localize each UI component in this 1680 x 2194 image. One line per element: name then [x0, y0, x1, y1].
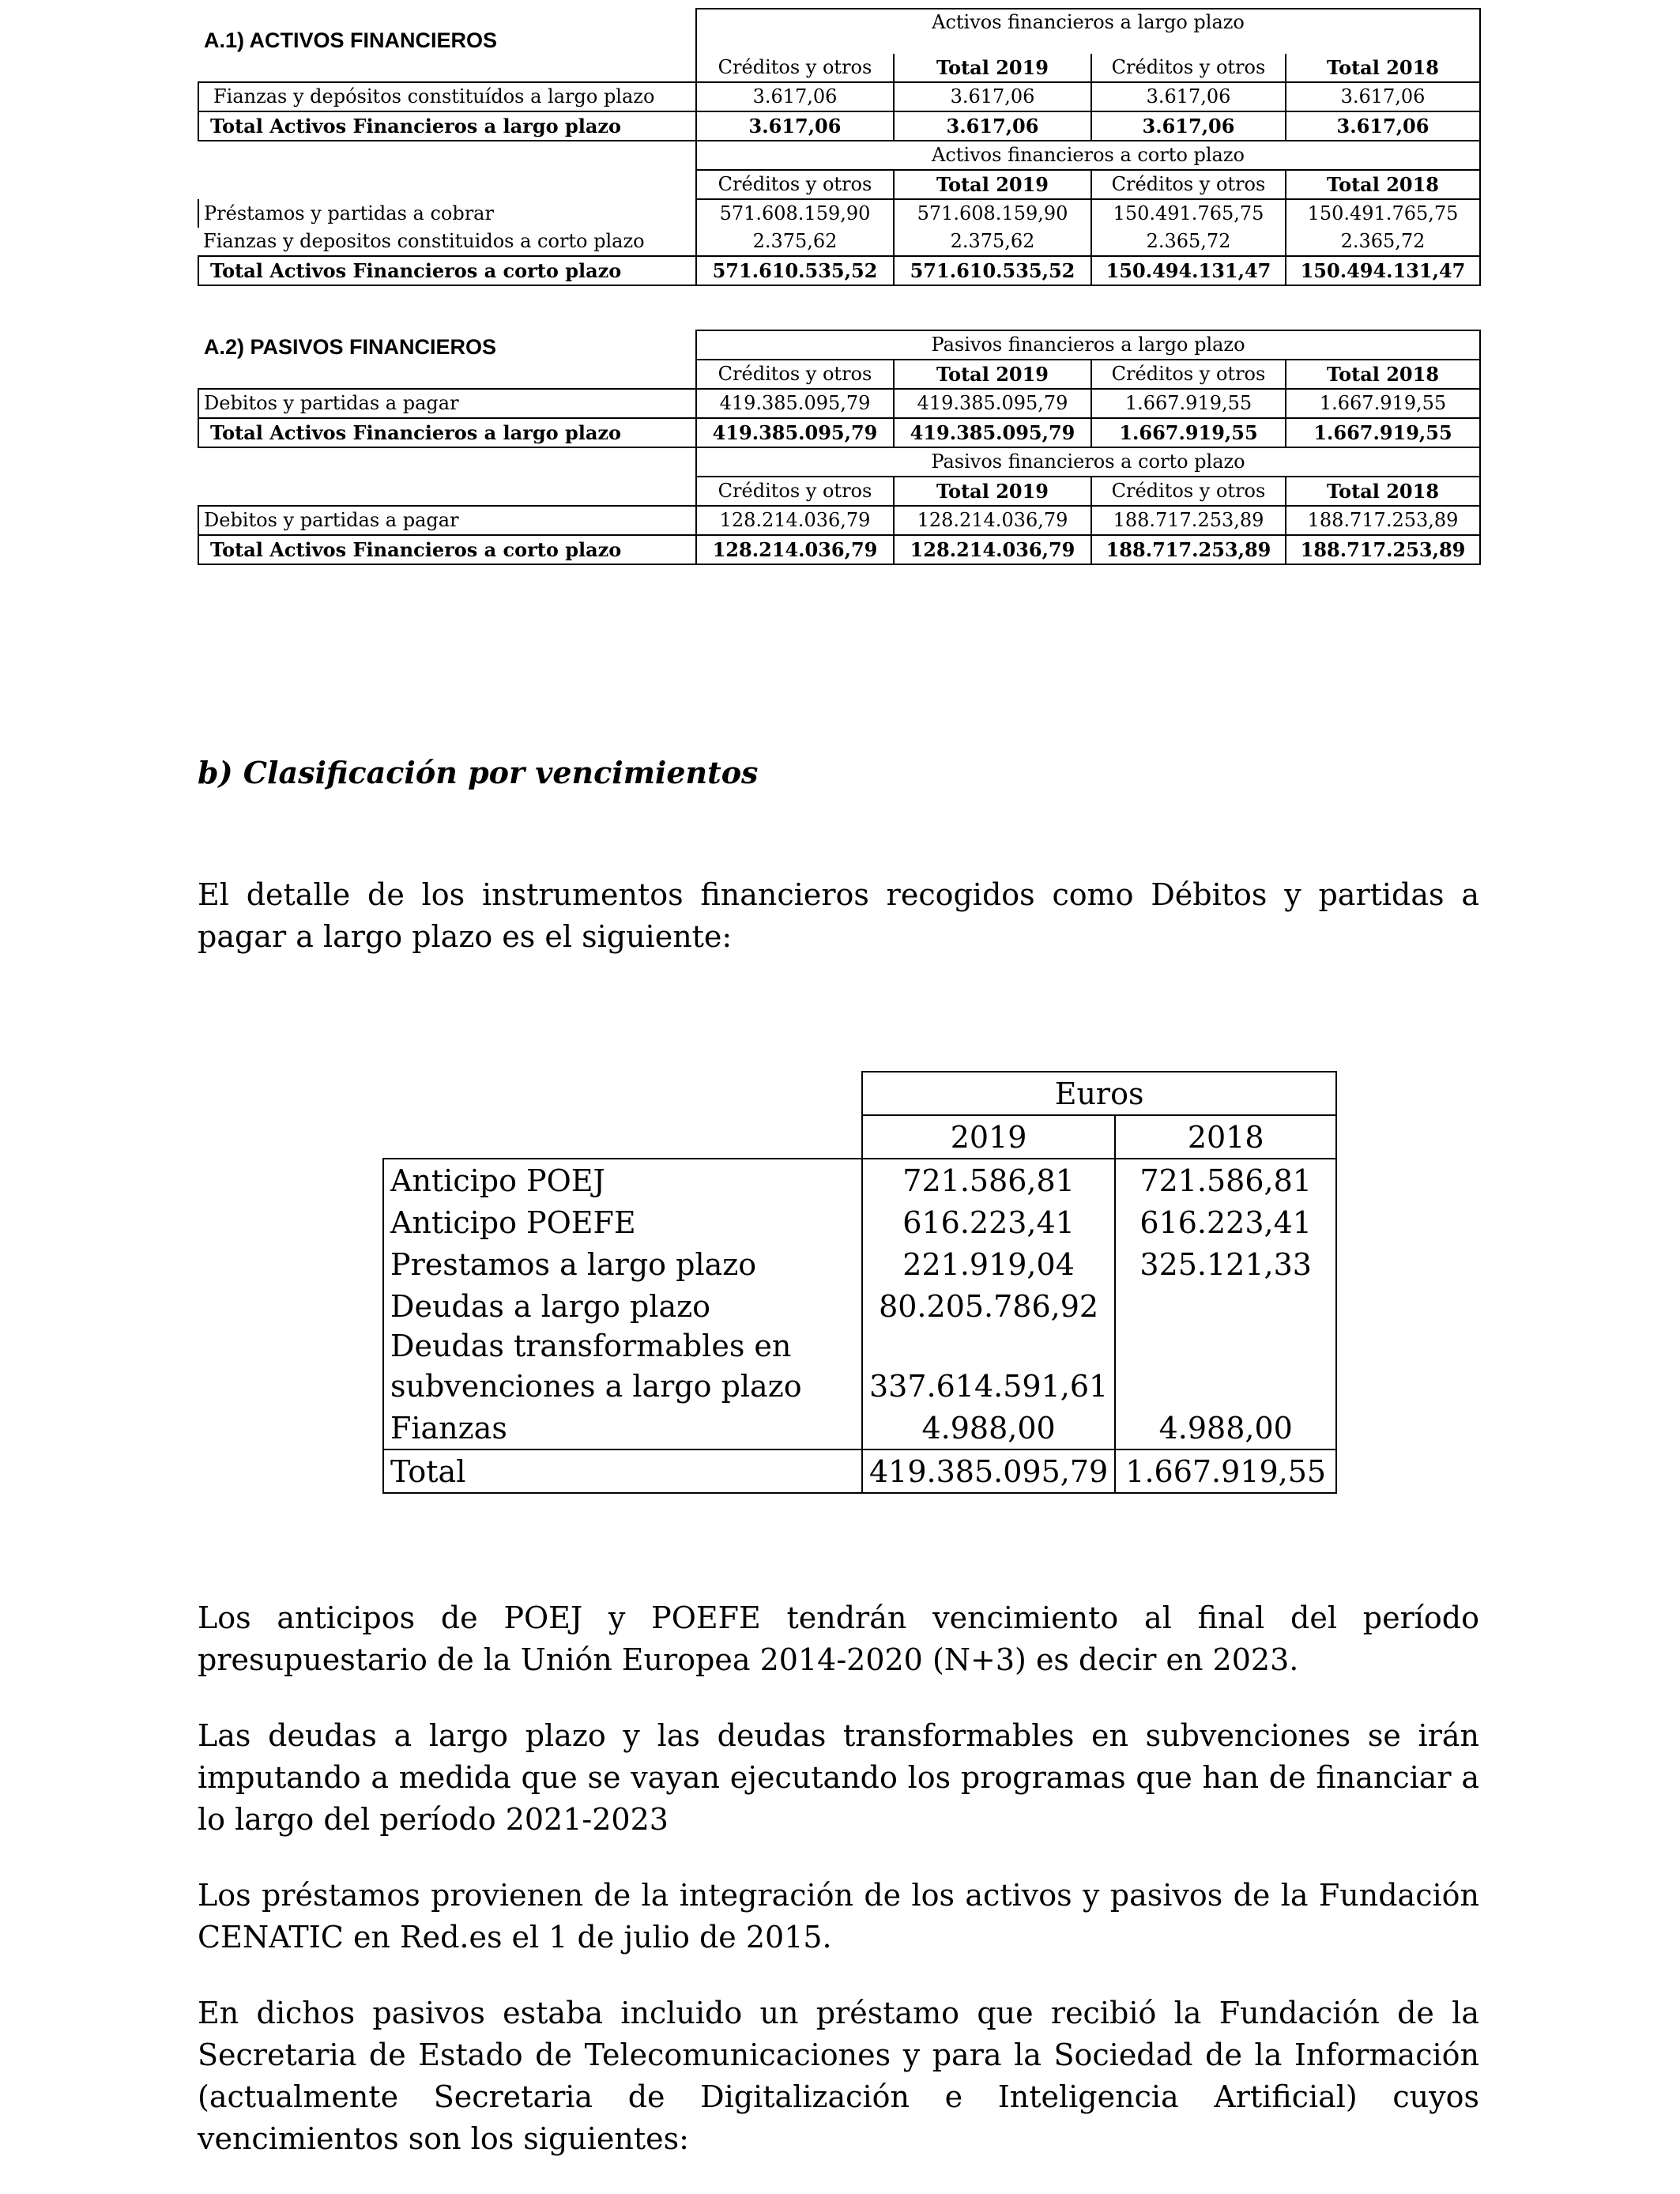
table-row: Anticipo POEFE 616.223,41 616.223,41 — [383, 1201, 1336, 1243]
paragraph: Los anticipos de POEJ y POEFE tendrán vencimiento al final del período presupuestario de la Unión Europea 2014-2020 (N+3) es decir en 2023. — [198, 1600, 1479, 1677]
col-header: Total 2019 — [894, 477, 1091, 506]
col-header: Total 2018 — [1286, 170, 1480, 199]
section-heading: b) Clasificación por vencimientos — [198, 755, 759, 790]
table-row: subvenciones a largo plazo 337.614.591,61 — [383, 1365, 1336, 1407]
total-row: Total 419.385.095,79 1.667.919,55 — [383, 1449, 1336, 1493]
table-row: Fianzas 4.988,00 4.988,00 — [383, 1407, 1336, 1449]
col-header: Créditos y otros — [1091, 170, 1286, 199]
total-label: Total Activos Financieros a largo plazo — [198, 418, 696, 447]
year-header: 2019 — [862, 1115, 1115, 1159]
group-header: Activos financieros a largo plazo — [696, 9, 1480, 54]
euros-header: Euros — [862, 1072, 1336, 1115]
activos-table — [198, 8, 1481, 286]
total-row: Total Activos Financieros a corto plazo 571.610.535,52 571.610.535,52 150.494.131,47 150.494.131,47 — [198, 256, 1480, 285]
col-header: Créditos y otros — [696, 477, 894, 506]
euros-table — [382, 1071, 1337, 1494]
col-header: Total 2018 — [1286, 477, 1480, 506]
pasivos-table — [198, 330, 1481, 565]
total-row: Total Activos Financieros a largo plazo 3.617,06 3.617,06 3.617,06 3.617,06 — [198, 111, 1480, 141]
col-header: Créditos y otros — [696, 170, 894, 199]
year-header: 2018 — [1115, 1115, 1336, 1159]
table-row: Debitos y partidas a pagar 419.385.095,79 419.385.095,79 1.667.919,55 1.667.919,55 — [198, 389, 1480, 418]
table-row: Deudas a largo plazo 80.205.786,92 — [383, 1285, 1336, 1327]
total-label: Total — [383, 1449, 862, 1493]
total-row: Total Activos Financieros a corto plazo 128.214.036,79 128.214.036,79 188.717.253,89 188.717.253,89 — [198, 535, 1480, 564]
col-header: Total 2018 — [1286, 54, 1480, 82]
col-header: Créditos y otros — [696, 360, 894, 389]
row-label: Préstamos y partidas a cobrar — [198, 199, 696, 228]
table-row: Anticipo POEJ 721.586,81 721.586,81 — [383, 1159, 1336, 1201]
col-header: Créditos y otros — [1091, 477, 1286, 506]
total-label: Total Activos Financieros a largo plazo — [198, 111, 696, 141]
activos-title: A.1) ACTIVOS FINANCIEROS — [204, 28, 498, 52]
col-header: Créditos y otros — [1091, 54, 1286, 82]
col-header: Créditos y otros — [696, 54, 894, 82]
total-row: Total Activos Financieros a largo plazo 419.385.095,79 419.385.095,79 1.667.919,55 1.667.919,55 — [198, 418, 1480, 447]
table-row: Prestamos a largo plazo 221.919,04 325.121,33 — [383, 1243, 1336, 1285]
activos-title-cell — [198, 9, 696, 54]
total-label: Total Activos Financieros a corto plazo — [198, 256, 696, 285]
total-label: Total Activos Financieros a corto plazo — [198, 535, 696, 564]
table-row: Deudas transformables en — [383, 1327, 1336, 1365]
table-row: Préstamos y partidas a cobrar 571.608.159,90 571.608.159,90 150.491.765,75 150.491.765,75 — [198, 199, 1480, 228]
col-header: Créditos y otros — [1091, 360, 1286, 389]
paragraph: Los préstamos provienen de la integración de los activos y pasivos de la Fundación CENATIC en Red.es el 1 de julio de 2015. — [198, 1878, 1479, 1955]
table-row: Fianzas y depositos constituidos a corto plazo 2.375,62 2.375,62 2.365,72 2.365,72 — [198, 228, 1480, 256]
row-label: Debitos y partidas a pagar — [198, 506, 696, 535]
col-header: Total 2019 — [894, 54, 1091, 82]
row-label: Fianzas y depositos constituidos a corto plazo — [203, 230, 645, 252]
table-row: Fianzas y depósitos constituídos a largo plazo 3.617,06 3.617,06 3.617,06 3.617,06 — [198, 82, 1480, 111]
table-row: Debitos y partidas a pagar 128.214.036,79 128.214.036,79 188.717.253,89 188.717.253,89 — [198, 506, 1480, 535]
group-header: Pasivos financieros a corto plazo — [696, 447, 1480, 477]
col-header: Total 2019 — [894, 360, 1091, 389]
group-header: Pasivos financieros a largo plazo — [696, 330, 1480, 360]
group-header: Activos financieros a corto plazo — [696, 141, 1480, 170]
row-label: Debitos y partidas a pagar — [198, 389, 696, 418]
row-label: Fianzas y depósitos constituídos a largo plazo — [198, 82, 696, 111]
paragraph: En dichos pasivos estaba incluido un préstamo que recibió la Fundación de la Secretaria de Estado de Telecomunicaciones y para la Sociedad de la Información (actualmente Secretaria de Digitalización e Inteligencia Artificial) cuyos vencimientos son los siguientes: — [198, 1996, 1479, 2156]
intro-paragraph: El detalle de los instrumentos financieros recogidos como Débitos y partidas a pagar a largo plazo es el siguiente: — [198, 877, 1479, 954]
col-header: Total 2018 — [1286, 360, 1480, 389]
paragraph: Las deudas a largo plazo y las deudas transformables en subvenciones se irán imputando a medida que se vayan ejecutando los programas que han de financiar a lo largo del período 2021-2023 — [198, 1718, 1479, 1837]
col-header: Total 2019 — [894, 170, 1091, 199]
pasivos-title: A.2) PASIVOS FINANCIEROS — [204, 335, 497, 359]
